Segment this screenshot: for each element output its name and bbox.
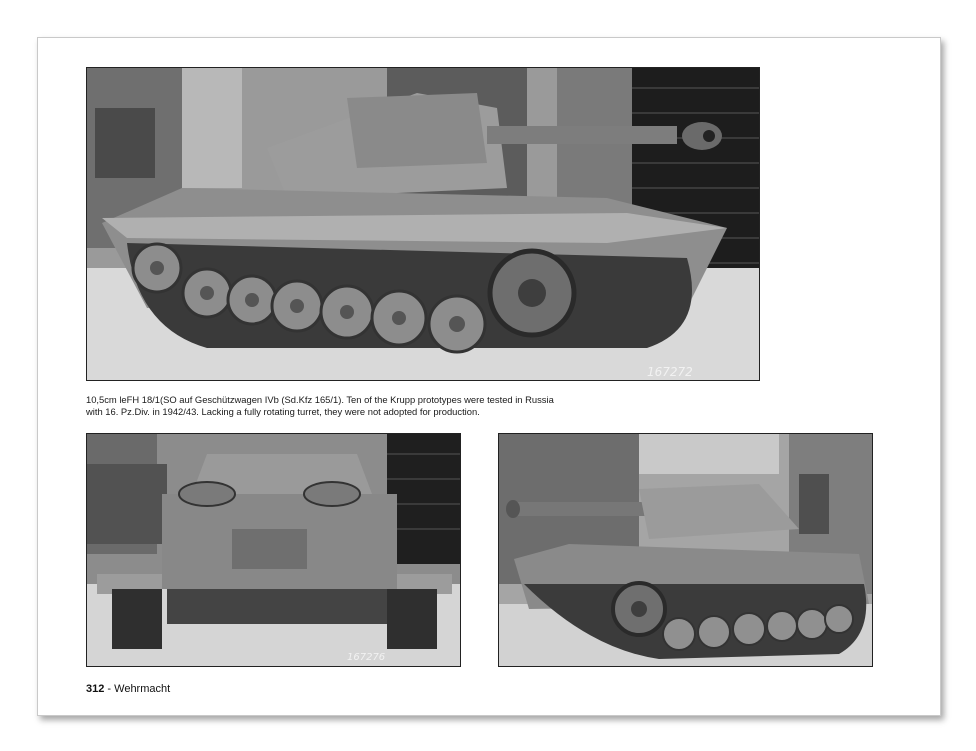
photo-vehicle-front-quarter [86, 67, 760, 381]
photo-vehicle-side [498, 433, 873, 667]
photo-caption [86, 394, 626, 418]
section-title: Wehrmacht [114, 683, 171, 695]
caption-line-1: 10,5cm leFH 18/1(SO auf Geschützwagen IVb (Sd.Kfz 165/1). Ten of the Krupp prototypes were tested in Russia [86, 394, 554, 405]
photo-serial-main: 167272 [647, 365, 693, 379]
photo-serial-rear: 167276 [347, 652, 386, 663]
page-folio [86, 683, 170, 695]
caption-line-2: with 16. Pz.Div. in 1942/43. Lacking a fully rotating turret, they were not adopted for production. [86, 406, 480, 417]
book-page [37, 37, 941, 716]
page-number: 312 [86, 683, 105, 695]
photo-vehicle-rear [86, 433, 461, 667]
folio-separator: - [104, 683, 115, 695]
